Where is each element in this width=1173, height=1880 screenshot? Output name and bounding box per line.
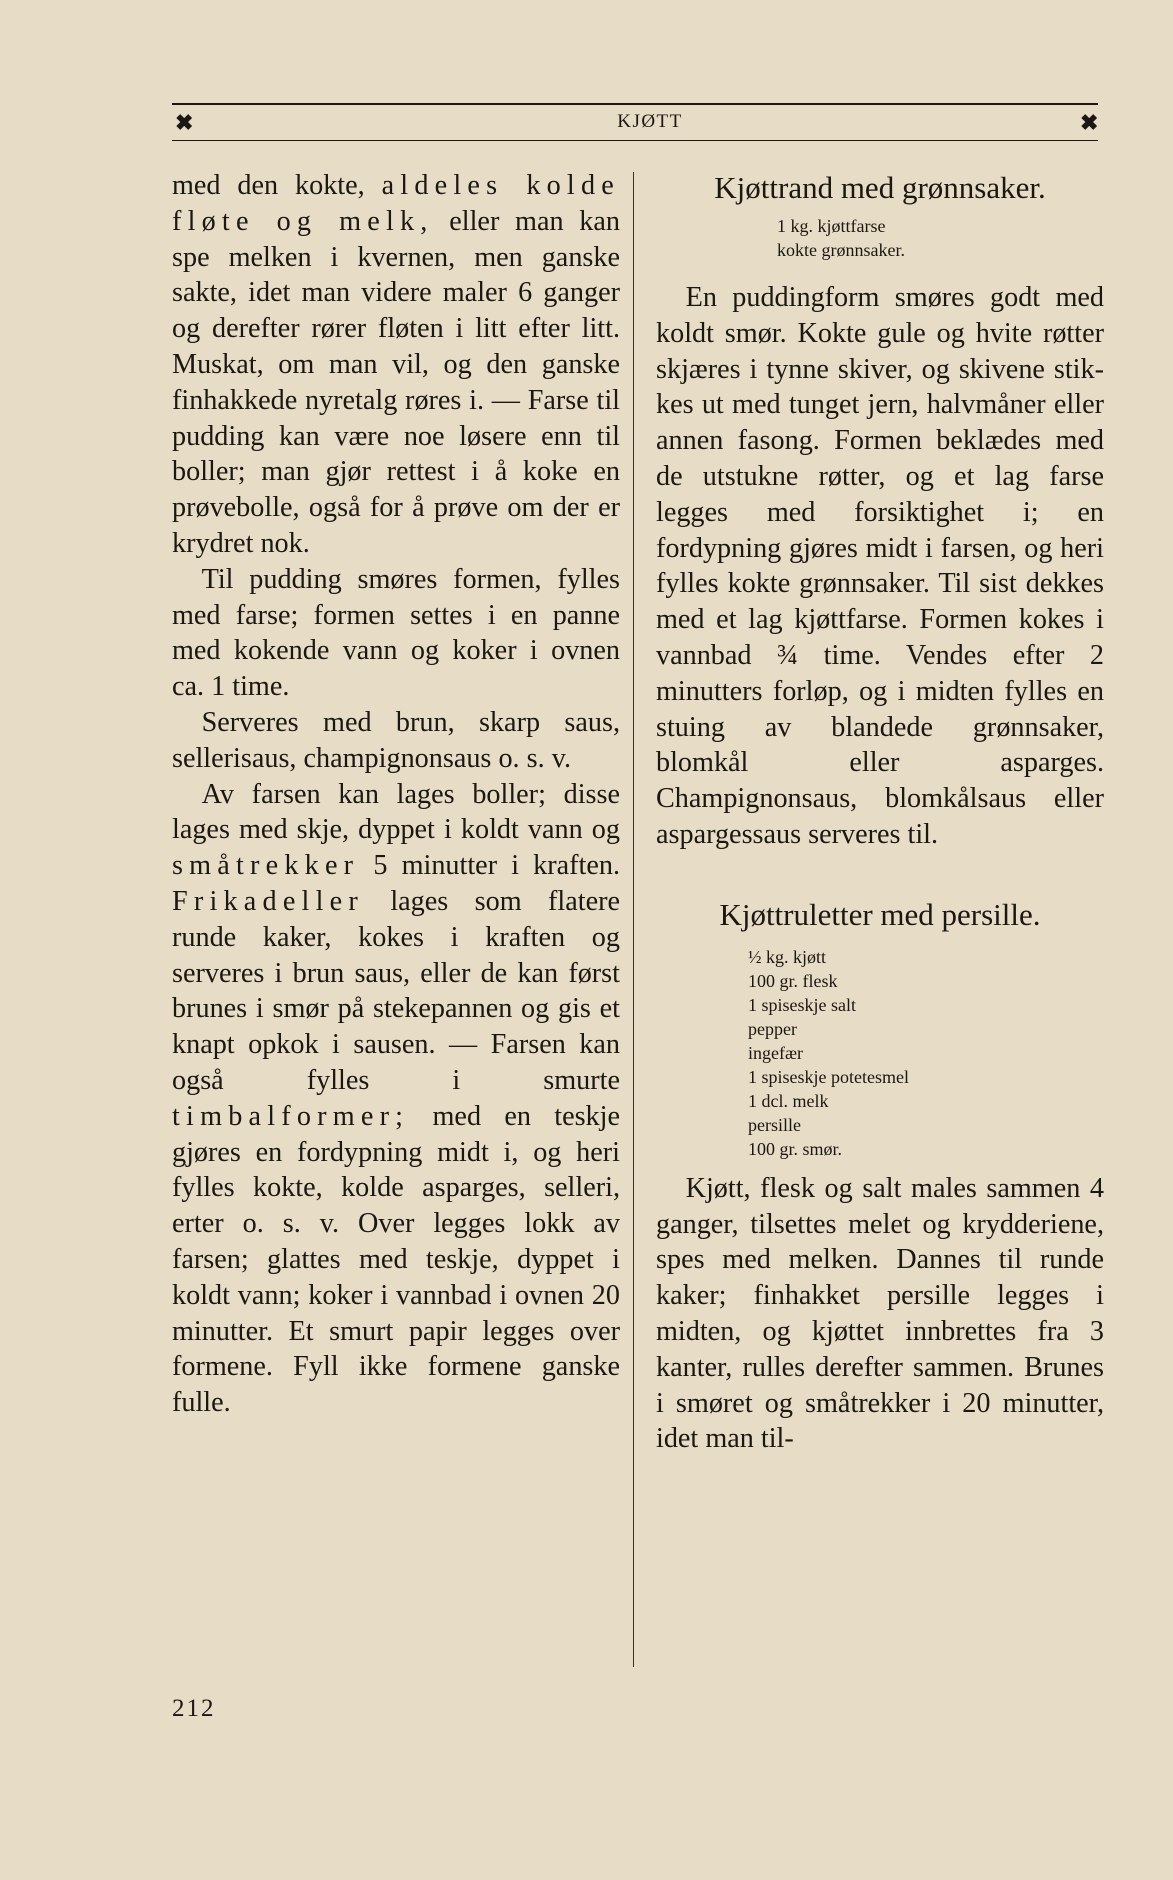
text-run: med en teskje gjøres en fordypning midt i, og heri fylles kokte, kolde asparges, selleri, erter o. s. v. Over legges lokk av farsen; glattes med teskje, dyppet i koldt vann; koker i vannbad i ovnen 20 minutter. Et smurt papir legges over formene. Fyll ikke formene ganske fulle. [172,1100,620,1419]
ingredient-item: 1 dcl. melk [748,1090,829,1111]
text-run: med den kokte, [172,170,382,201]
spaced-text-run: Frikadeller [172,885,364,917]
ingredient-item: 1 kg. kjøttfarse [777,216,886,236]
recipe-body-kjottruletter: Kjøtt, flesk og salt males sammen 4 ganger, tilsettes melet og krydderiene, spes med melken. Dannes til runde kaker; finhakket persille legges i midten, og kjøttet innbrettes fra 3 kanter, rulles derefter sammen. Brunes i smøret og småtrekker i 20 minutter, idet man til- [656,1172,1104,1455]
text-run: lages som flatere runde kaker, kokes i kraften og serveres i brun saus, eller de kan først brunes i smør på stekepannen og gis et knapt opkok i sausen. — Farsen kan også fylles i smurte [172,885,620,1096]
ingredient-item: kokte grønnsaker. [777,240,905,260]
recipe-title-kjottruletter: Kjøttruletter med persille. [719,896,1041,932]
right-column [656,168,1104,1457]
paragraph-serving: Serveres med brun, skarp saus, sellerisaus, champignonsaus o. s. v. [172,706,620,774]
spaced-text-run: aldeles kolde fløte og melk, [172,170,620,237]
header-rule-top [172,103,1098,105]
header-rule-bottom [172,140,1098,141]
recipe-body-kjottrand: En puddingform smøres godt med koldt smør. Kokte gule og hvite røtter skjæres i tynne skiver, og skivene stikkes ut med tunget jern, halvmåner eller annen fasong. Formen beklædes med de utstukne røtter, og et lag farse legges med forsiktighet i; en fordypning gjøres midt i farsen, og heri fylles kokte grønnsaker. Til sist dekkes med et lag kjøttfarse. Formen kokes i vannbad ¾ time. Vendes efter 2 minutters forløp, og i midten fylles en stuing av blandede grønnsaker, blomkål eller asparges. Champignonsaus, blomkålsaus eller aspargessaus serveres til. [656,282,1104,850]
page-number: 212 [172,1695,216,1722]
paragraph-farse-continued [172,168,620,562]
paragraph-pudding: Til pudding smøres formen, fylles med farse; formen settes i en panne med kokende vann og koker i ovnen ca. 1 time. [172,563,620,703]
paragraph-boller [172,777,620,1421]
spaced-text-run: timbalformer; [172,1100,410,1132]
ingredient-item: 1 spiseskje potetesmel [748,1066,909,1087]
ingredient-item: persille [748,1114,801,1135]
ingredient-list-kjottrand [656,214,1104,262]
spaced-text-run: småtrekker [172,850,360,882]
column-divider [633,172,634,1667]
text-run: eller man kan spe melken i kvernen, men ganske sakte, idet man videre maler 6 ganger og derefter rører fløten i litt efter litt. Muskat, om man vil, og den ganske finhakkede nyretalg røres i. — Farse til pudding kan være noe løsere enn til boller; man gjør rettest i å koke en prøvebolle, også for å prøve om der er krydret nok. [172,205,620,559]
spacer [656,272,1104,280]
ingredient-item: 100 gr. smør. [748,1138,843,1159]
text-run: Av farsen kan lages boller; disse lages med skje, dyppet i koldt vann og [172,778,620,846]
ingredient-item: ½ kg. kjøtt [748,946,827,967]
ingredient-item: pepper [748,1018,797,1039]
header-ornament-right-icon: ✖ [1080,110,1099,135]
ingredient-item: ingefær [748,1042,803,1063]
ingredient-item: 100 gr. flesk [748,970,838,991]
ingredient-list-kjottruletter [656,945,1104,1161]
left-column [172,168,620,1421]
running-head-title: KJØTT [617,111,683,132]
recipe-title-kjottrand: Kjøttrand med grønnsaker. [714,170,1046,205]
text-run: 5 minutter i kraften. [359,850,620,882]
header-ornament-left-icon: ✖ [175,110,194,135]
ingredient-item: 1 spiseskje salt [748,994,856,1015]
